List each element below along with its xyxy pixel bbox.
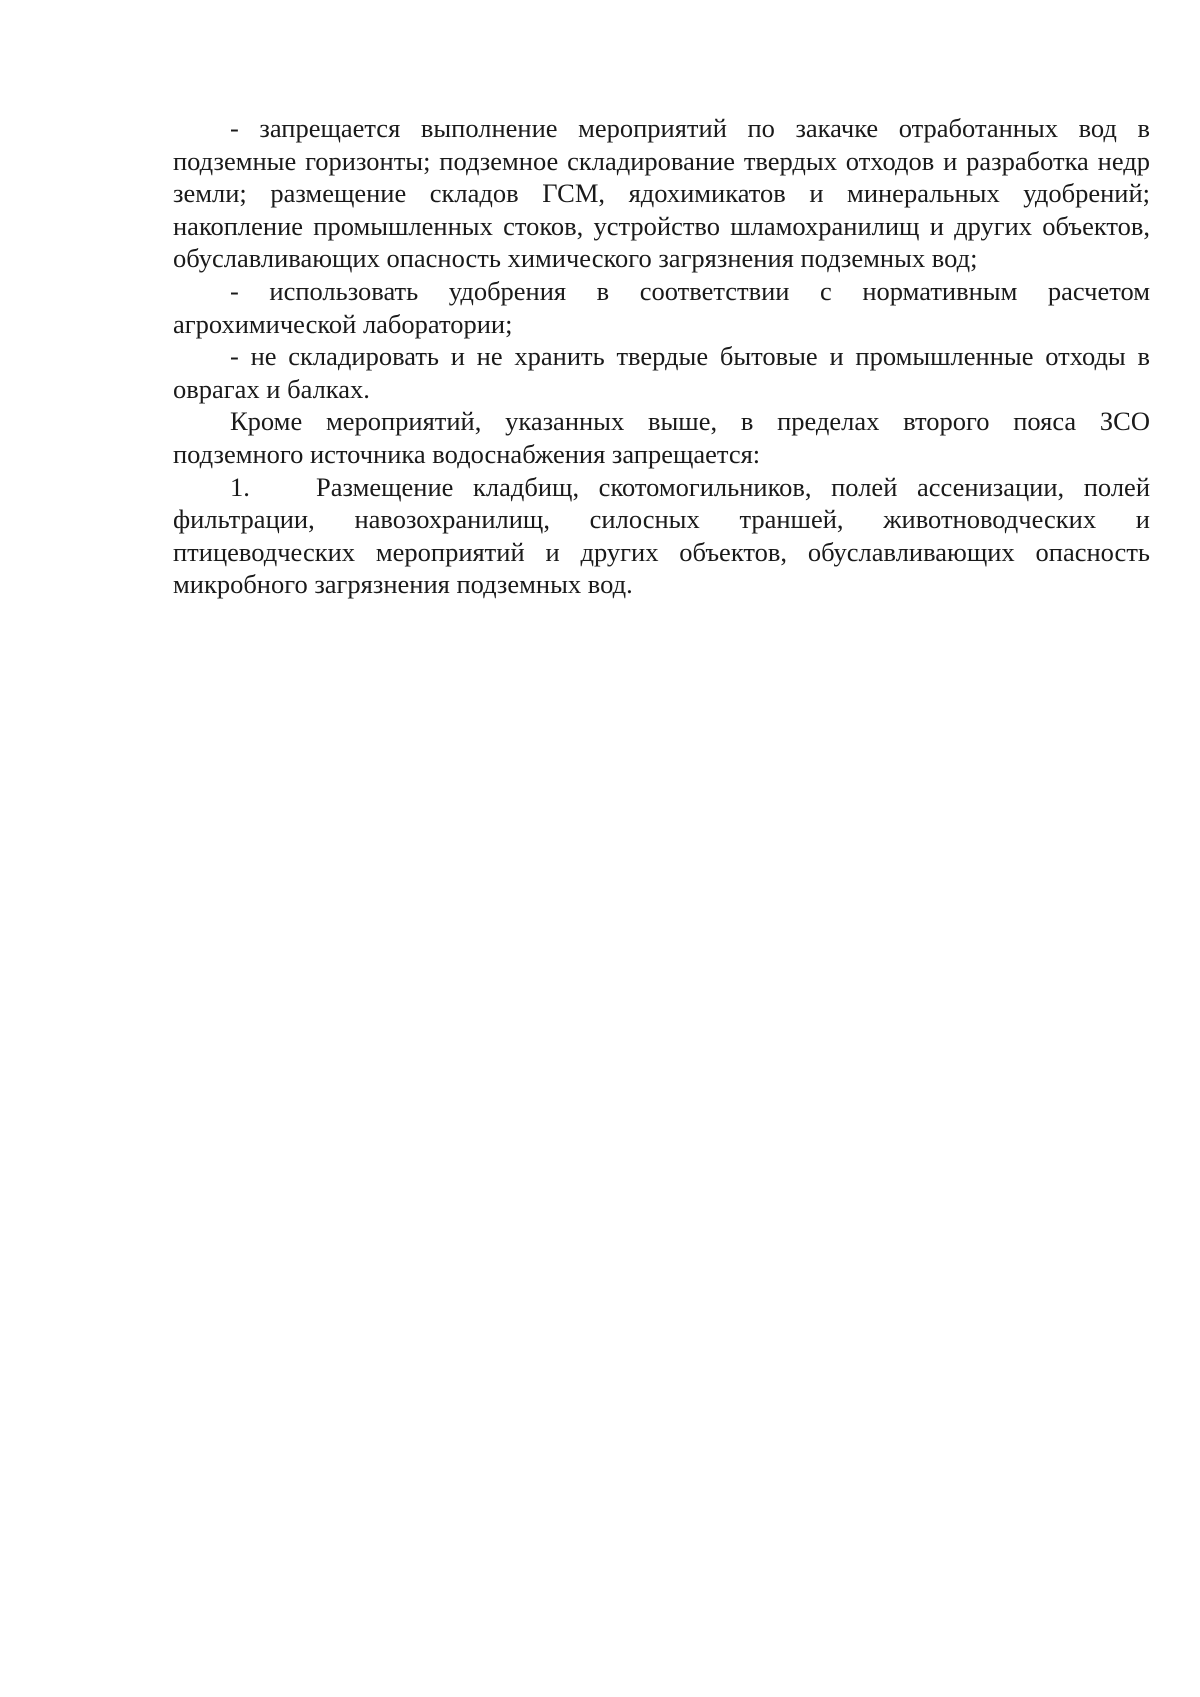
paragraph-waste-storage: - не складировать и не хранить твердые бытовые и промышленные отходы в оврагах и балках. [173,341,1150,404]
paragraph-second-zone-intro: Кроме мероприятий, указанных выше, в пределах второго пояса ЗСО подземного источника водоснабжения запрещается: [173,406,1150,469]
list-item-text: Размещение кладбищ, скотомогильников, полей ассенизации, полей фильтрации, навозохранилищ, силосных траншей, животноводческих и птицеводческих мероприятий и других объектов, обуславливающих опасность микробного загрязнения подземных вод. [173,471,1150,600]
document-body [173,112,1150,601]
list-item-number: 1. [230,471,250,502]
paragraph-prohibited-activities: - запрещается выполнение мероприятий по закачке отработанных вод в подземные горизонты; подземное складирование твердых отходов и разработка недр земли; размещение складов ГСМ, ядохимикатов и минеральных удобрений; накопление промышленных стоков, устройство шламохранилищ и других объектов, обуславливающих опасность химического загрязнения подземных вод; [173,113,1150,274]
list-item-1 [173,471,1150,601]
paragraph-fertilizer-use: - использовать удобрения в соответствии с нормативным расчетом агрохимической лаборатории; [173,275,1150,339]
